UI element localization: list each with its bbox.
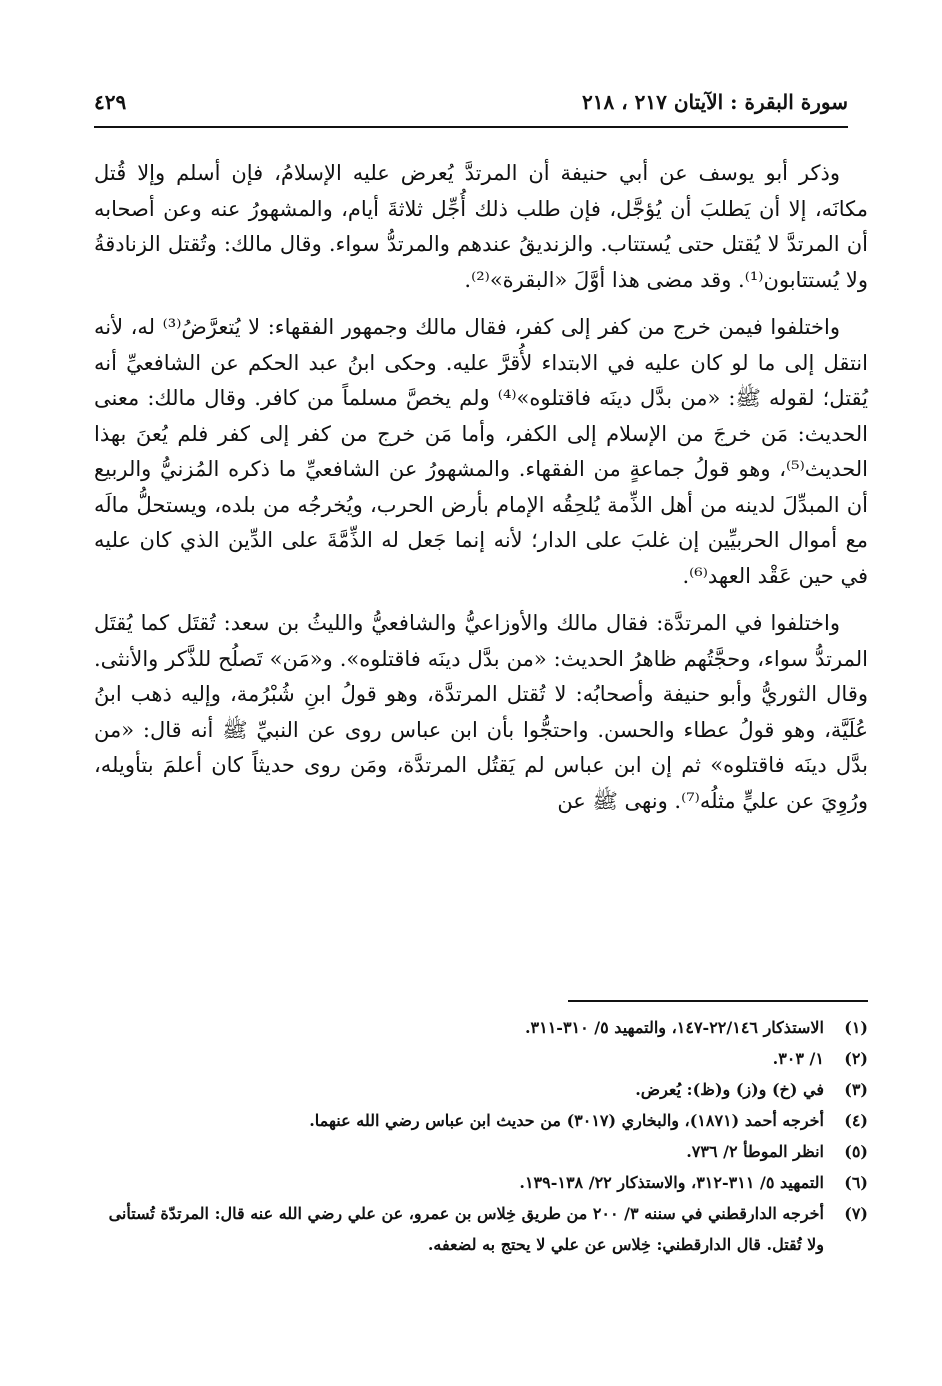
- footnote: [94, 1012, 868, 1043]
- footnote-text: ١/ ٣٠٣.: [772, 1049, 824, 1068]
- main-text: [94, 156, 868, 831]
- footnote-number: (٢): [844, 1049, 868, 1068]
- footnote-number: (٤): [844, 1111, 868, 1130]
- footnote-number: (٦): [844, 1173, 868, 1192]
- footnote: [94, 1105, 868, 1136]
- page-number: ٤٢٩: [94, 90, 127, 114]
- paragraph: واختلفوا فيمن خرج من كفر إلى كفر، فقال مالك وجمهور الفقهاء: لا يُتعرَّضُ⁽³⁾ له، لأنه انتقل إلى ما لو كان عليه في الابتداء لأُقرَّ عليه. وحكى ابنُ عبد الحكم عن الشافعيِّ أنه يُقتل؛ لقوله ﷺ: «من بدَّل دينَه فاقتلوه»⁽⁴⁾ ولم يخصَّ مسلماً من كافر. وقال مالك: معنى الحديث: مَن خرجَ من الإسلام إلى الكفر، وأما مَن خرج من كفر إلى كفر فلم يُعنَ بهذا الحديث⁽⁵⁾، وهو قولُ جماعةٍ من الفقهاء. والمشهورُ عن الشافعيِّ ما ذكره المُزنيُّ والربيع أن المبدِّلَ لدينه من أهل الذِّمة يُلحِقُه الإمام بأرض الحرب، ويُخرجُه من بلده، ويستحلُّ مالَه مع أموال الحربيِّين إن غلبَ على الدار؛ لأنه إنما جَعل له الذِّمَّةَ على الدِّين الذي كان عليه في حين عَقْد العهد⁽⁶⁾.: [94, 315, 869, 588]
- footnote-text: التمهيد ٥/ ٣١١-٣١٢، والاستذكار ٢٢/ ١٣٨-١٣٩.: [519, 1173, 824, 1192]
- footnote-number: (٥): [844, 1142, 868, 1161]
- paragraph: وذكر أبو يوسف عن أبي حنيفة أن المرتدَّ يُعرض عليه الإسلامُ، فإن أسلم وإلا قُتل مكانَه، إلا أن يَطلبَ أن يُؤجَّل، فإن طلب ذلك أُجِّل ثلاثةَ أيام، والمشهورُ عنه وعن أصحابه أن المرتدَّ لا يُقتل حتى يُستتاب. والزنديقُ عندهم والمرتدُّ سواء. وقال مالك: وتُقتل الزنادقةُ ولا يُستتابون⁽¹⁾. وقد مضى هذا أوَّلَ «البقرة»⁽²⁾.: [94, 161, 868, 292]
- footnote-number: (٣): [844, 1080, 868, 1099]
- footnote-divider: [568, 1000, 868, 1002]
- footnote-text: في (خ) و(ز) و(ظ): يُعرض.: [635, 1080, 824, 1099]
- footnote: [94, 1043, 868, 1074]
- footnote-number: (١): [844, 1018, 868, 1037]
- footnote-text: انظر الموطأ ٢/ ٧٣٦.: [686, 1142, 824, 1161]
- footnote: [94, 1167, 868, 1198]
- footnote: [94, 1136, 868, 1167]
- footnote-text: أخرجه أحمد (١٨٧١)، والبخاري (٣٠١٧) من حديث ابن عباس رضي الله عنهما.: [309, 1111, 824, 1130]
- running-title: سورة البقرة : الآيتان ٢١٧ ، ٢١٨: [582, 90, 848, 114]
- page-header: [94, 82, 848, 122]
- footnote: [94, 1198, 868, 1260]
- footnote-number: (٧): [844, 1204, 868, 1223]
- footnote: [94, 1074, 868, 1105]
- paragraph: واختلفوا في المرتدَّة: فقال مالك والأوزاعيُّ والشافعيُّ والليثُ بن سعد: تُقتَل كما يُقتَل المرتدُّ سواء، وحجَّتُهم ظاهرُ الحديث: «من بدَّل دينَه فاقتلوه». و«مَن» تَصلُح للذَّكر والأنثى. وقال الثوريُّ وأبو حنيفة وأصحابُه: لا تُقتل المرتدَّة، وهو قولُ ابنِ شُبْرُمة، وإليه ذهب ابنُ عُلَيَّة، وهو قولُ عطاء والحسن. واحتجُّوا بأن ابن عباس روى عن النبيِّ ﷺ أنه قال: «من بدَّل دينَه فاقتلوه» ثم إن ابن عباس لم يَقتُل المرتدَّة، ومَن روى حديثاً كان أعلمَ بتأويله، ورُوِيَ عن عليٍّ مثلُه⁽⁷⁾. ونهى ﷺ عن: [94, 611, 868, 813]
- header-divider: [94, 126, 848, 128]
- footnote-text: أخرجه الدارقطني في سننه ٣/ ٢٠٠ من طريق خِلاس بن عمرو، عن علي رضي الله عنه قال: المرتدّة تُستأنى ولا تُقتل. قال الدارقطني: خِلاس عن علي لا يحتج به لضعفه.: [108, 1204, 824, 1254]
- footnotes: [94, 1012, 868, 1260]
- footnote-text: الاستذكار ٢٢/١٤٦-١٤٧، والتمهيد ٥/ ٣١٠-٣١١.: [524, 1018, 824, 1037]
